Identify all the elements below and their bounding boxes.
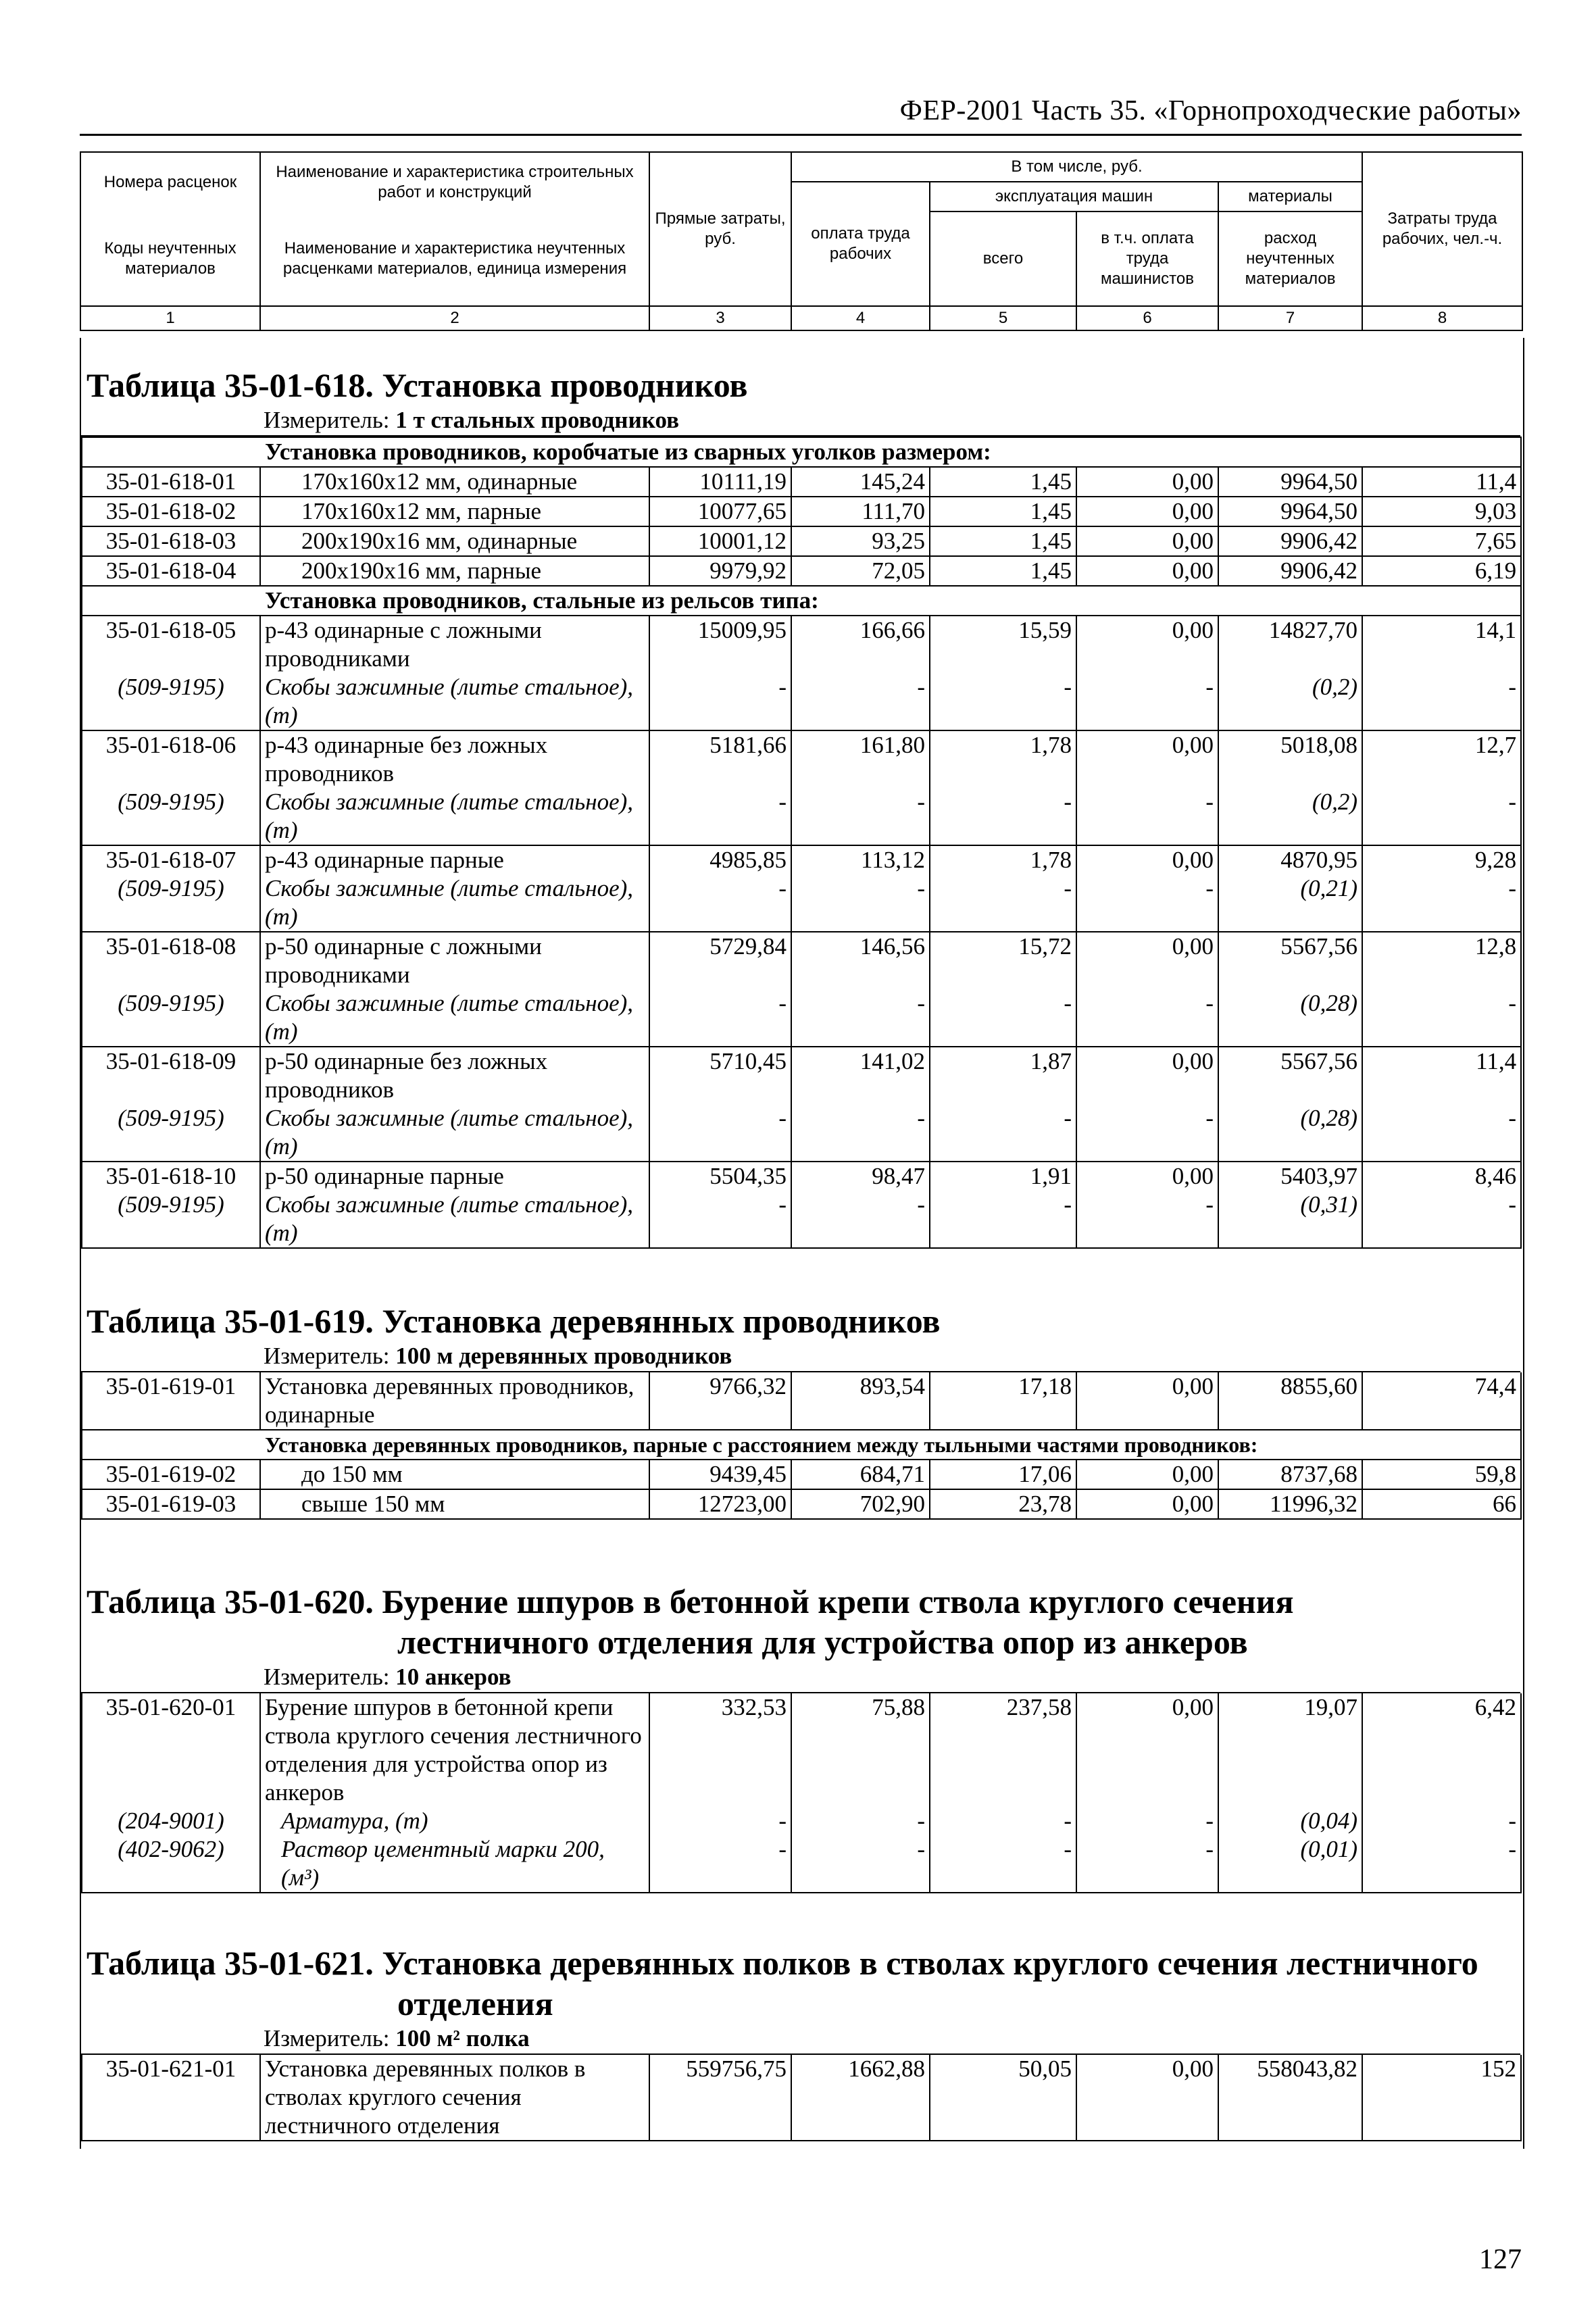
subheading: Установка проводников, коробчатые из сварных уголков размером: bbox=[82, 437, 1521, 467]
header-number: 4 bbox=[791, 306, 930, 330]
header-materials: материалы bbox=[1218, 182, 1362, 211]
measure-line: Измеритель: 100 м деревянных проводников bbox=[81, 1341, 1520, 1372]
header-rule bbox=[80, 134, 1522, 136]
header-col7: расход неучтенных материалов bbox=[1218, 211, 1362, 306]
table-row: 35-01-618-02 170x160x12 мм, парные 10077,65 111,70 1,45 0,00 9964,50 9,03 bbox=[82, 497, 1521, 526]
data-table bbox=[81, 1693, 1522, 1893]
header-col3: Прямые затраты, руб. bbox=[649, 152, 791, 306]
header-col4: оплата труда рабочих bbox=[791, 182, 930, 306]
data-table bbox=[81, 2055, 1522, 2141]
header-number: 3 bbox=[649, 306, 791, 330]
table-row: 35-01-621-01 Установка деревянных полков в стволах круглого сечения лестничного отделения 559756,75 1662,88 50,05 0,00 558043,82 152 bbox=[82, 2055, 1521, 2141]
table-row: 35-01-619-02 до 150 мм 9439,45 684,71 17,06 0,00 8737,68 59,8 bbox=[82, 1460, 1521, 1489]
measure-line: Измеритель: 10 анкеров bbox=[81, 1662, 1520, 1693]
table-620 bbox=[81, 1581, 1520, 1893]
subheading: Установка деревянных проводников, парные с расстоянием между тыльными частями проводников: bbox=[82, 1430, 1521, 1460]
material-row: (204-9001) Арматура, (т) - - - - (0,04) - bbox=[82, 1807, 1521, 1835]
material-row: (509-9195) Скобы зажимные (литье стальное), (т) - - - - (0,28) - bbox=[82, 989, 1521, 1047]
material-row: (509-9195) Скобы зажимные (литье стальное), (т) - - - - (0,28) - bbox=[82, 1104, 1521, 1162]
table-title: Таблица 35-01-621. Установка деревянных полков в стволах круглого сечения лестничного отделения bbox=[86, 1944, 1478, 2022]
table-row: 35-01-618-04 200x190x16 мм, парные 9979,92 72,05 1,45 0,00 9906,42 6,19 bbox=[82, 556, 1521, 586]
header-col2-top: Наименование и характеристика строительных работ и конструкций bbox=[260, 152, 649, 211]
table-row: 35-01-618-06 р-43 одинарные без ложных проводников 5181,66 161,80 1,78 0,00 5018,08 12,7 bbox=[82, 730, 1521, 788]
subheading: Установка проводников, стальные из рельсов типа: bbox=[82, 586, 1521, 616]
table-row: 35-01-618-08 р-50 одинарные с ложными проводниками 5729,84 146,56 15,72 0,00 5567,56 12,8 bbox=[82, 932, 1521, 989]
header-number: 6 bbox=[1076, 306, 1218, 330]
header-machines: эксплуатация машин bbox=[930, 182, 1218, 211]
table-619 bbox=[81, 1301, 1520, 1520]
table-row: 35-01-618-05 р-43 одинарные с ложными проводниками 15009,95 166,66 15,59 0,00 14827,70 14,1 bbox=[82, 616, 1521, 673]
measure-line: Измеритель: 100 м² полка bbox=[81, 2024, 1520, 2055]
material-row: (509-9195) Скобы зажимные (литье стальное), (т) - - - - (0,2) - bbox=[82, 788, 1521, 845]
data-table bbox=[81, 1372, 1522, 1520]
table-row: 35-01-618-01 170x160x12 мм, одинарные 10111,19 145,24 1,45 0,00 9964,50 11,4 bbox=[82, 467, 1521, 497]
table-row: 35-01-618-10 р-50 одинарные парные 5504,35 98,47 1,91 0,00 5403,97 8,46 bbox=[82, 1162, 1521, 1191]
table-row: 35-01-618-07 р-43 одинарные парные 4985,85 113,12 1,78 0,00 4870,95 9,28 bbox=[82, 845, 1521, 874]
table-row: 35-01-619-01 Установка деревянных проводников, одинарные 9766,32 893,54 17,18 0,00 8855,60 74,4 bbox=[82, 1372, 1521, 1430]
material-row: (402-9062) Раствор цементный марки 200, (м³) - - - - (0,01) - bbox=[82, 1835, 1521, 1893]
table-title: Таблица 35-01-620. Бурение шпуров в бетонной крепи ствола круглого сечения лестничного отделения для устройства опор из анкеров bbox=[86, 1583, 1294, 1661]
header-col5: всего bbox=[930, 211, 1076, 306]
table-title: Таблица 35-01-618. Установка проводников bbox=[86, 366, 748, 404]
material-row: (509-9195) Скобы зажимные (литье стальное), (т) - - - - (0,2) - bbox=[82, 673, 1521, 730]
header-number: 2 bbox=[260, 306, 649, 330]
table-621 bbox=[81, 1943, 1520, 2141]
column-header-table bbox=[80, 151, 1523, 331]
header-number: 7 bbox=[1218, 306, 1362, 330]
table-row: 35-01-619-03 свыше 150 мм 12723,00 702,90 23,78 0,00 11996,32 66 bbox=[82, 1489, 1521, 1519]
table-row: 35-01-618-09 р-50 одинарные без ложных проводников 5710,45 141,02 1,87 0,00 5567,56 11,4 bbox=[82, 1047, 1521, 1104]
material-row: (509-9195) Скобы зажимные (литье стальное), (т) - - - - (0,31) - bbox=[82, 1191, 1521, 1248]
material-row: (509-9195) Скобы зажимные (литье стальное), (т) - - - - (0,21) - bbox=[82, 874, 1521, 932]
page-number: 127 bbox=[1479, 2244, 1522, 2275]
header-number: 5 bbox=[930, 306, 1076, 330]
header-number: 1 bbox=[80, 306, 260, 330]
header-col2-bottom: Наименование и характеристика неучтенных расценками материалов, единица измерения bbox=[260, 211, 649, 306]
table-row: 35-01-618-03 200x190x16 мм, одинарные 10001,12 93,25 1,45 0,00 9906,42 7,65 bbox=[82, 526, 1521, 556]
measure-line: Измеритель: 1 т стальных проводников bbox=[81, 405, 1520, 437]
header-group: В том числе, руб. bbox=[791, 152, 1362, 182]
data-table bbox=[81, 437, 1522, 1249]
header-col8: Затраты труда рабочих, чел.-ч. bbox=[1362, 152, 1522, 306]
table-618 bbox=[81, 365, 1520, 1249]
table-row: 35-01-620-01 Бурение шпуров в бетонной крепи ствола круглого сечения лестничного отделения для устройства опор из анкеров 332,53 75,88 237,58 0,00 19,07 6,42 bbox=[82, 1693, 1521, 1807]
header-number: 8 bbox=[1362, 306, 1522, 330]
header-col6: в т.ч. оплата труда машинистов bbox=[1076, 211, 1218, 306]
header-col1-bottom: Коды неучтенных материалов bbox=[80, 211, 260, 306]
running-header: ФЕР-2001 Часть 35. «Горнопроходческие работы» bbox=[899, 95, 1522, 126]
table-title: Таблица 35-01-619. Установка деревянных проводников bbox=[86, 1302, 941, 1340]
header-col1-top: Номера расценок bbox=[80, 152, 260, 211]
